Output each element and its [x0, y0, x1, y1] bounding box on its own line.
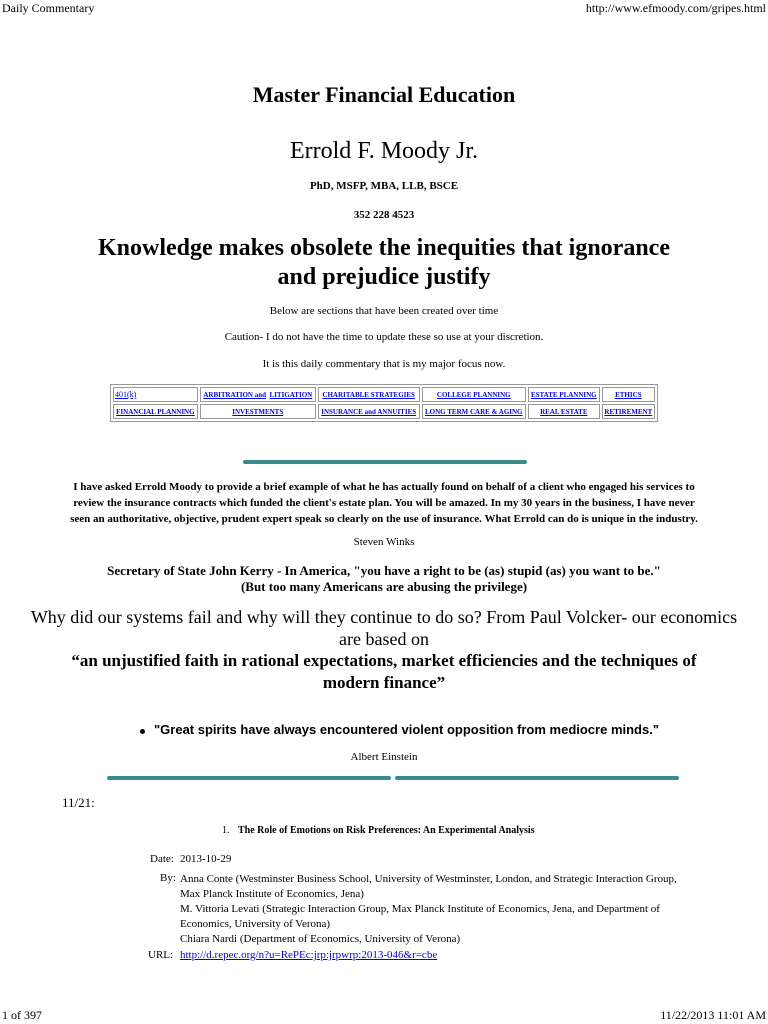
- nav-link-real-estate[interactable]: REAL ESTATE: [540, 407, 588, 416]
- nav-link-litigation[interactable]: LITIGATION: [269, 390, 313, 399]
- testimonial-line-3: seen an authoritative, objective, prudent expert speak so clearly on the use of insurance. What Errold can do is unique in the industry.: [70, 513, 698, 525]
- page-title-header: Daily Commentary: [2, 1, 95, 15]
- nav-cell-insurance: [318, 404, 420, 419]
- motto-line-1: Knowledge makes obsolete the inequities that ignorance: [98, 235, 670, 261]
- entry-author-line: Anna Conte (Westminster Business School, University of Westminster, London, and Strategic Interaction Group,: [180, 873, 677, 885]
- entry-title: The Role of Emotions on Risk Preferences: An Experimental Analysis: [238, 825, 535, 836]
- entry-author-line: M. Vittoria Levati (Strategic Interaction Group, Max Planck Institute of Economics, Jena, and Department of: [180, 903, 660, 915]
- entry-authors: [180, 872, 677, 947]
- entry-url-link[interactable]: http://d.repec.org/n?u=RePEc:jrp:jrpwrp:2013-046&r=cbe: [180, 949, 438, 961]
- kerry-quote-line-2: (But too many Americans are abusing the privilege): [240, 579, 528, 594]
- entry-number: 1.: [222, 825, 230, 836]
- nav-cell-long-term-care: [422, 404, 526, 419]
- testimonial-line-2: review the insurance contracts which funded the client's estate plan. You will be amazed. In my 30 years in the business, I have never: [73, 497, 695, 509]
- nav-link-estate-planning[interactable]: ESTATE PLANNING: [530, 390, 597, 399]
- volcker-quote-line-1: “an unjustified faith in rational expectations, market efficiencies and the techniques of: [71, 651, 697, 670]
- nav-link-college-planning[interactable]: COLLEGE PLANNING: [436, 390, 511, 399]
- divider-rule: [243, 460, 527, 464]
- kerry-quote-line-1: Secretary of State John Kerry - In America, "you have a right to be (as) stupid (as) you want to be.": [107, 563, 661, 578]
- einstein-attribution: Albert Einstein: [350, 751, 418, 763]
- testimonial-attribution: Steven Winks: [353, 536, 415, 548]
- kerry-quote: [0, 563, 768, 595]
- volcker-intro-line-2: are based on: [339, 629, 429, 649]
- section-nav-table: [110, 384, 658, 422]
- nav-link-401k[interactable]: 401(k): [115, 390, 137, 399]
- intro-text-3: It is this daily commentary that is my major focus now.: [262, 358, 506, 370]
- nav-cell-college: [422, 387, 526, 402]
- nav-link-insurance-annuities[interactable]: INSURANCE and ANNUITIES: [321, 407, 417, 416]
- phone-number: 352 228 4523: [353, 209, 415, 221]
- nav-cell-real-estate: [528, 404, 600, 419]
- entry-author-line: Chiara Nardi (Department of Economics, University of Verona): [180, 933, 461, 945]
- entry-author-line: Max Planck Institute of Economics, Jena): [180, 888, 364, 900]
- nav-link-retirement[interactable]: RETIREMENT: [604, 407, 653, 416]
- divider-rule-left: [107, 776, 391, 780]
- site-title: Master Financial Education: [252, 82, 516, 107]
- testimonial-line-1: I have asked Errold Moody to provide a brief example of what he has actually found on behalf of a client who engaged his services to: [73, 481, 695, 493]
- entry-date-value: 2013-10-29: [180, 853, 232, 865]
- volcker-quote-line-2: modern finance”: [322, 673, 446, 692]
- nav-cell-charitable: [318, 387, 420, 402]
- nav-cell-investments: [200, 404, 316, 419]
- nav-cell-401k: [113, 387, 198, 402]
- entry-by-label: By:: [160, 872, 176, 884]
- motto: [0, 234, 768, 292]
- intro-text-2: Caution- I do not have the time to update these so use at your discretion.: [224, 331, 544, 343]
- nav-link-long-term-care[interactable]: LONG TERM CARE & AGING: [425, 407, 523, 416]
- volcker-quote: [0, 650, 768, 694]
- nav-link-financial-planning[interactable]: FINANCIAL PLANNING: [116, 407, 195, 416]
- volcker-intro: [0, 606, 768, 650]
- nav-cell-arbitration: [200, 387, 316, 402]
- divider-rule-right: [395, 776, 679, 780]
- author-name: Errold F. Moody Jr.: [289, 138, 479, 164]
- einstein-quote: "Great spirits have always encountered violent opposition from mediocre minds.": [154, 722, 660, 737]
- entry-url-label: URL:: [148, 949, 174, 961]
- nav-cell-retirement: [602, 404, 655, 419]
- page-count-footer: 1 of 397: [2, 1008, 42, 1022]
- nav-link-charitable-strategies[interactable]: CHARITABLE STRATEGIES: [322, 390, 415, 399]
- entry-date-label: Date:: [150, 853, 174, 865]
- nav-link-ethics[interactable]: ETHICS: [615, 390, 642, 399]
- nav-cell-estate: [528, 387, 600, 402]
- nav-cell-financial-planning: [113, 404, 198, 419]
- motto-line-2: and prejudice justify: [277, 264, 491, 290]
- nav-cell-ethics: [602, 387, 655, 402]
- testimonial: [0, 479, 768, 527]
- bullet-icon: [140, 729, 145, 734]
- entry-date-heading: 11/21:: [62, 795, 95, 810]
- volcker-intro-line-1: Why did our systems fail and why will they continue to do so? From Paul Volcker- our economics: [30, 607, 738, 627]
- print-timestamp-footer: 11/22/2013 11:01 AM: [660, 1008, 766, 1022]
- credentials: PhD, MSFP, MBA, LLB, BSCE: [309, 180, 459, 192]
- page-url-header: http://www.efmoody.com/gripes.html: [585, 1, 766, 15]
- nav-link-arbitration[interactable]: ARBITRATION and: [203, 390, 267, 399]
- intro-text-1: Below are sections that have been created over time: [269, 305, 499, 317]
- nav-link-investments[interactable]: INVESTMENTS: [232, 407, 284, 416]
- entry-author-line: Economics, University of Verona): [180, 918, 331, 930]
